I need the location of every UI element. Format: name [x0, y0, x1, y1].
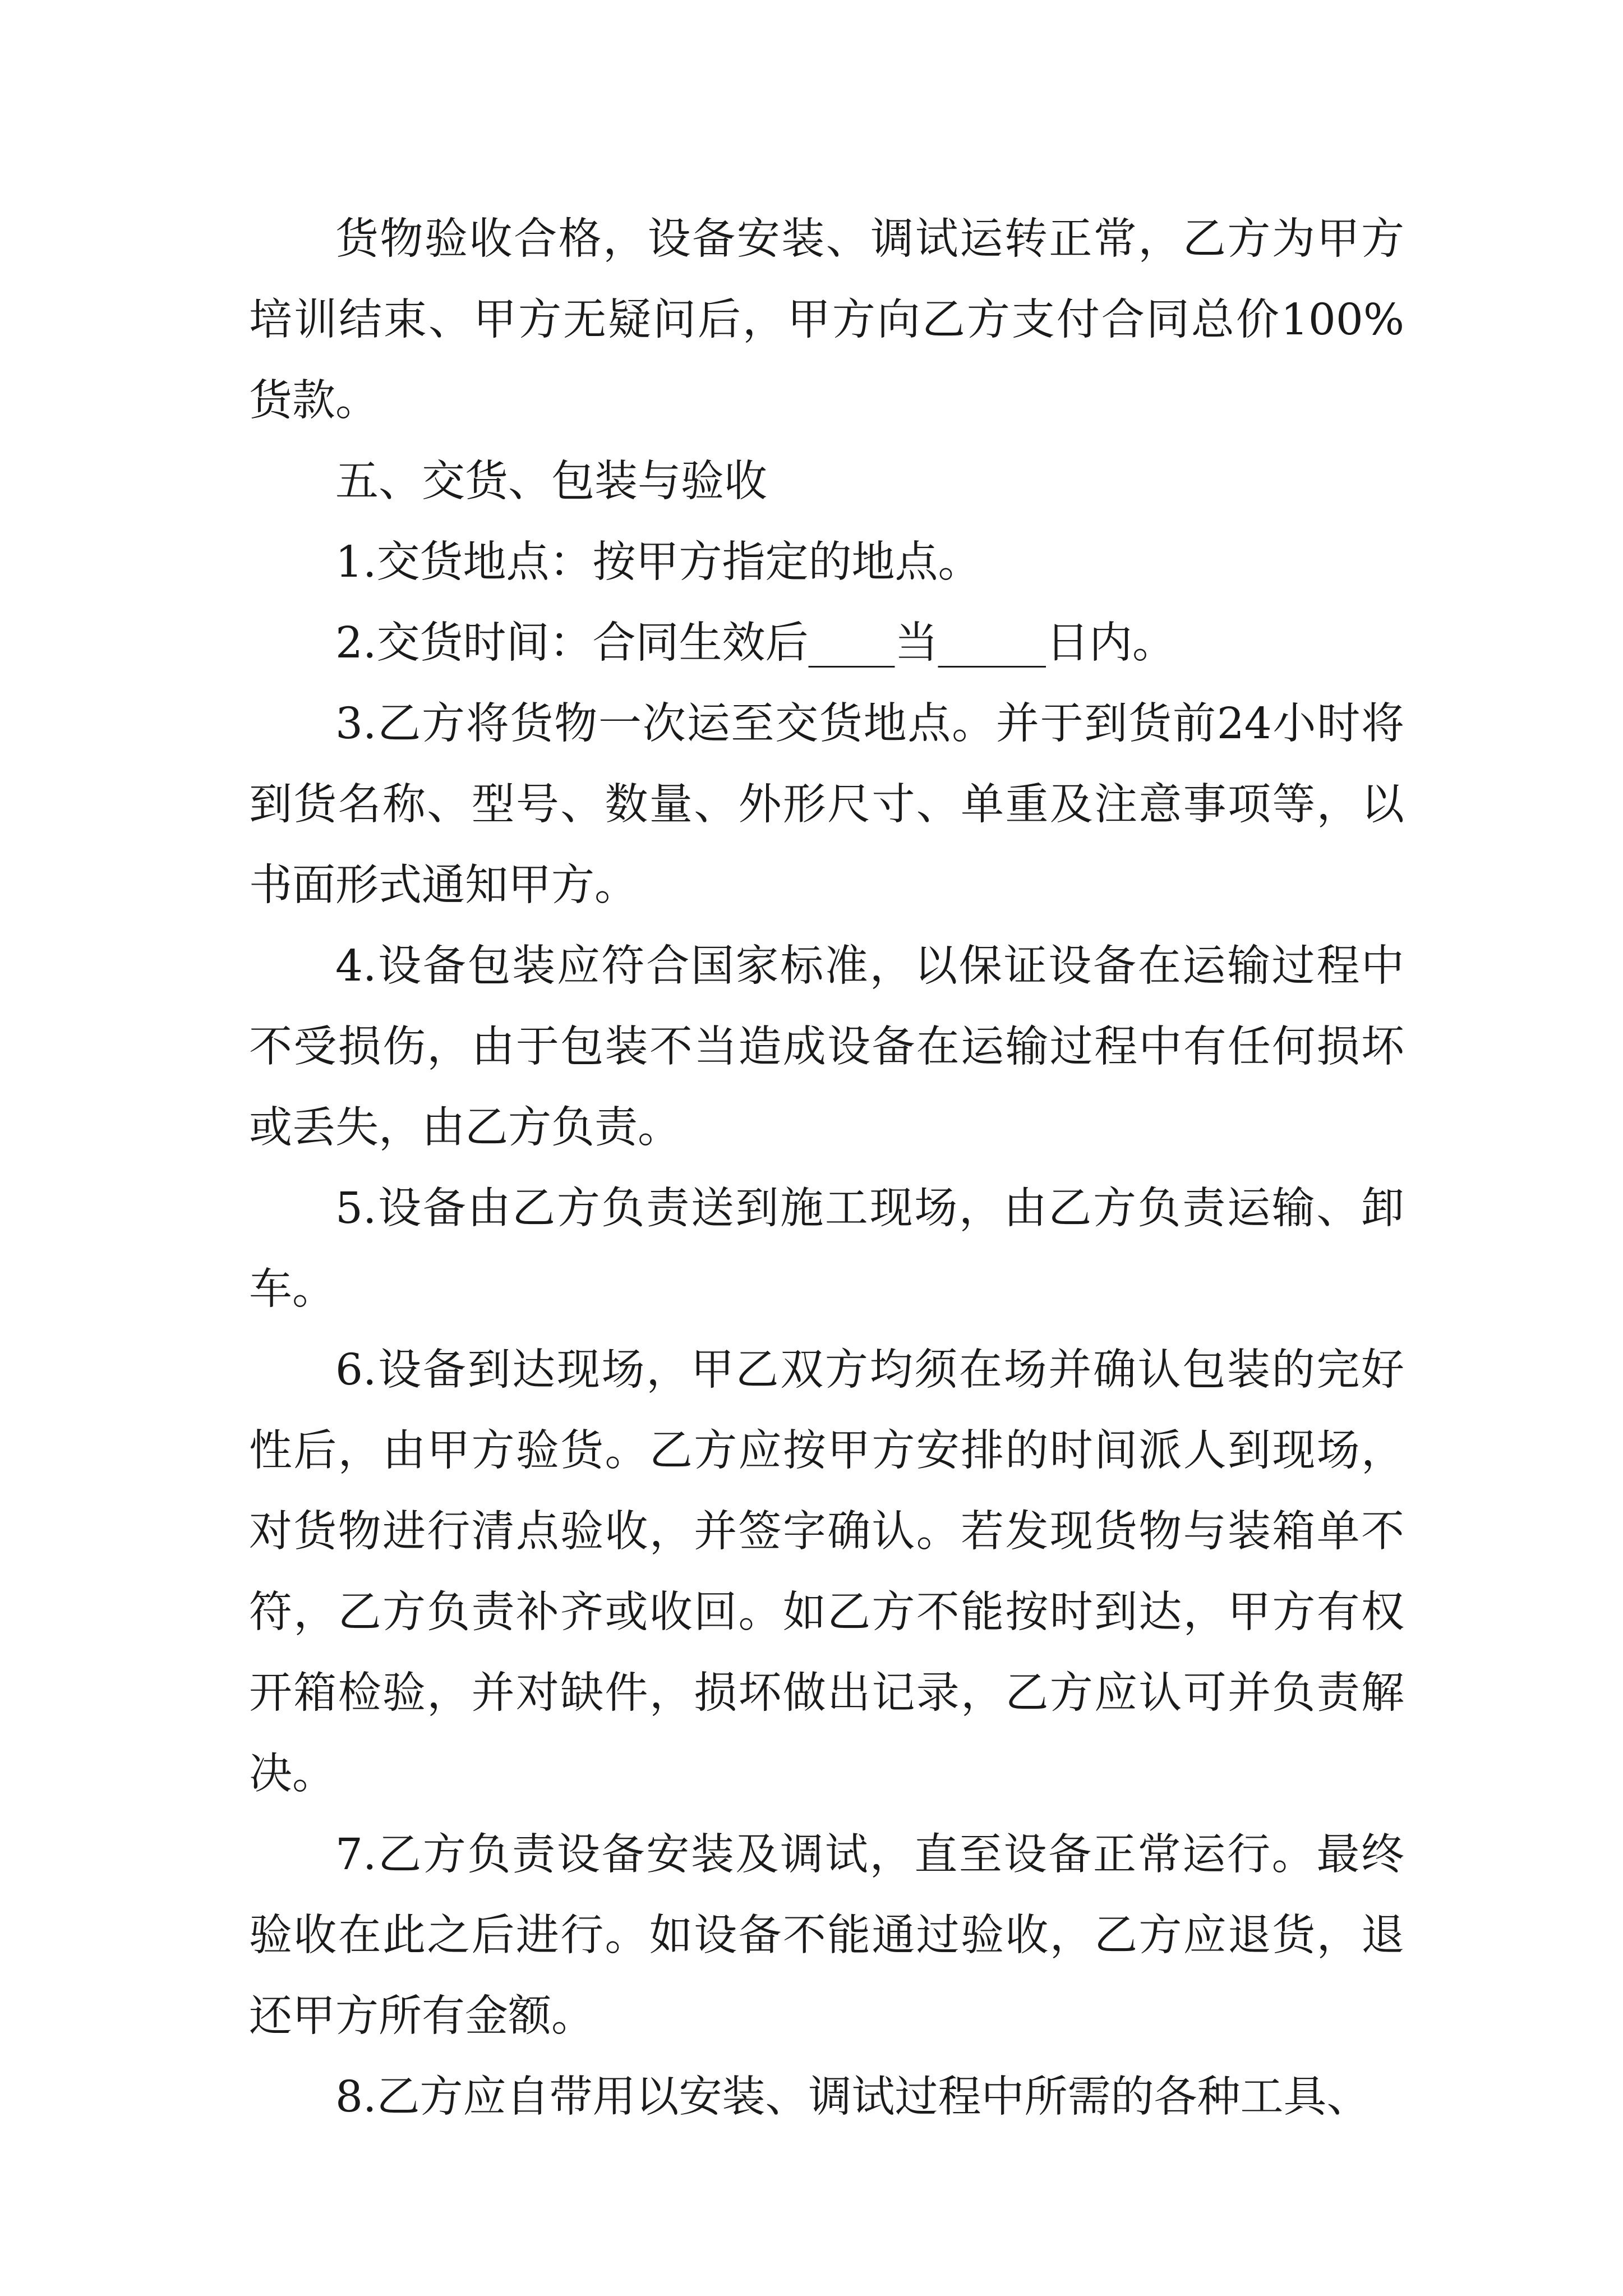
- clause-4-packaging: 4.设备包装应符合国家标准，以保证设备在运输过程中不受损伤，由于包装不当造成设备在运输过程中有任何损坏或丢失，由乙方负责。: [249, 941, 1404, 1153]
- paragraph-payment-terms: 货物验收合格，设备安装、调试运转正常，乙方为甲方培训结束、甲方无疑问后，甲方向乙方支付合同总价100%货款。: [249, 214, 1404, 426]
- clause-2-delivery-time: 2.交货时间：合同生效后____当_____日内。: [335, 618, 1175, 668]
- clause-3-shipping-notice: 3.乙方将货物一次运至交货地点。并于到货前24小时将到货名称、型号、数量、外形尺寸、单重及注意事项等，以书面形式通知甲方。: [249, 699, 1404, 910]
- section-heading-delivery: 五、交货、包装与验收: [335, 457, 767, 507]
- document-body: [249, 199, 1404, 2138]
- clause-5-transport: 5.设备由乙方负责送到施工现场，由乙方负责运输、卸车。: [249, 1184, 1404, 1314]
- clause-1-delivery-location: 1.交货地点：按甲方指定的地点。: [335, 537, 981, 587]
- clause-7-installation: 7.乙方负责设备安装及调试，直至设备正常运行。最终验收在此之后进行。如设备不能通过验收，乙方应退货，退还甲方所有金额。: [249, 1830, 1404, 2041]
- clause-6-inspection: 6.设备到达现场，甲乙双方均须在场并确认包装的完好性后，由甲方验货。乙方应按甲方安排的时间派人到现场，对货物进行清点验收，并签字确认。若发现货物与装箱单不符，乙方负责补齐或收回。如乙方不能按时到达，甲方有权开箱检验，并对缺件，损坏做出记录，乙方应认可并负责解决。: [249, 1345, 1404, 1799]
- clause-8-tools: 8.乙方应自带用以安装、调试过程中所需的各种工具、: [335, 2072, 1370, 2122]
